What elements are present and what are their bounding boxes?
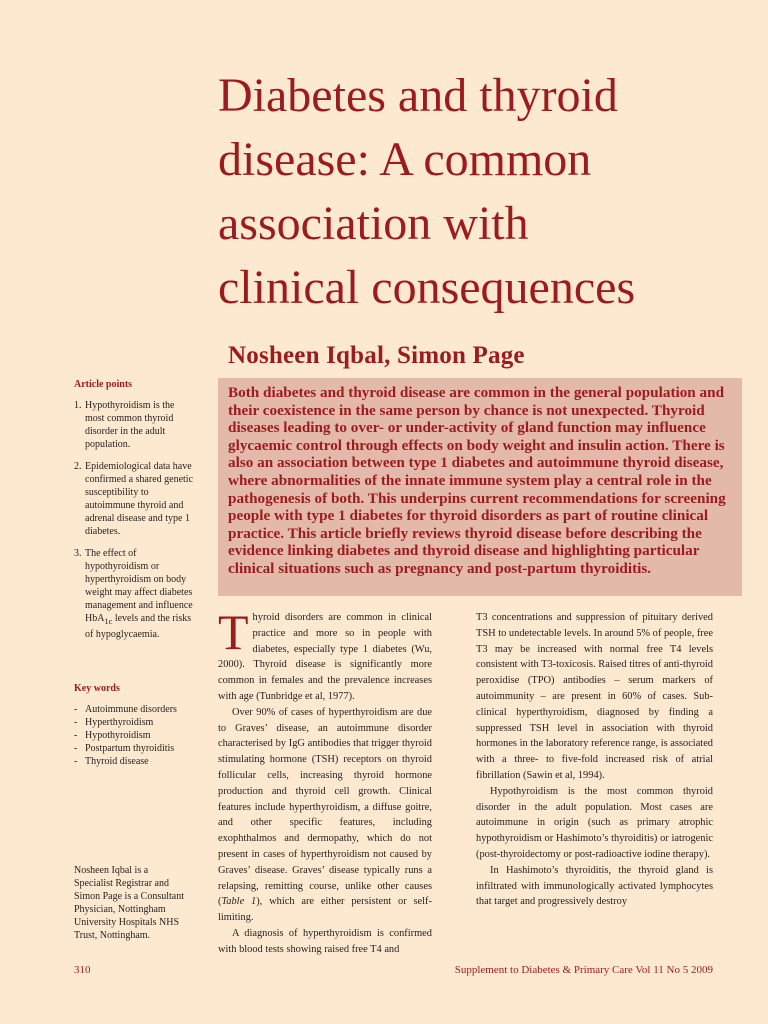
article-point: [74, 460, 194, 538]
point-number: 2.: [74, 461, 82, 472]
key-word-item: - Postpartum thyroiditis: [74, 743, 175, 754]
table-reference: Table 1: [221, 896, 257, 908]
body-column-1: [218, 604, 432, 958]
key-word-item: - Hypothyroidism: [74, 730, 151, 741]
point-text-part: The effect of hypothyroidism or hyperthyroidism on body weight may affect diabetes management and influence HbA: [85, 548, 193, 624]
article-point: [74, 399, 194, 451]
body-paragraph: In Hashimoto’s thyroiditis, the thyroid gland is infiltrated with immunologically activated lymphocytes that target and progressively destroy: [476, 864, 713, 908]
key-word-item: - Thyroid disease: [74, 756, 149, 767]
title-line: disease: A common: [218, 133, 592, 186]
title-line: clinical consequences: [218, 261, 636, 314]
point-text: [85, 547, 194, 641]
title-line: association with: [218, 197, 529, 250]
key-word: Thyroid disease: [85, 756, 149, 767]
point-text: Hypothyroidism is the most common thyroid disorder in the adult population.: [85, 400, 175, 450]
key-word: Autoimmune disorders: [85, 704, 177, 715]
point-number: 1.: [74, 400, 82, 411]
paragraph-text: ), which are either persistent or self-limiting.: [218, 896, 432, 924]
point-text-part: levels and the risks of hypoglycaemia.: [85, 613, 192, 640]
article-point: [74, 547, 194, 641]
key-word: Hyperthyroidism: [85, 717, 154, 728]
key-word-item: - Hyperthyroidism: [74, 717, 154, 728]
body-paragraph: Hypothyroidism is the most common thyroid disorder in the adult population. Most cases are autoimmune in origin (such as primary atrophic hypothyroidism or Hashimoto’s thyroiditis) or iatrogenic (post-thyroidectomy or post-radioactive iodine therapy).: [476, 785, 713, 860]
page-number: 310: [74, 964, 91, 976]
abstract-box: Both diabetes and thyroid disease are common in the general population and their coexistence in the same person by chance is not unexpected. Thyroid diseases leading to over- or under-activity of gland function may influence glycaemic control through effects on body weight and insulin action. There is also an association between type 1 diabetes and autoimmune thyroid disease, where abnormalities of the innate immune system play a central role in the pathogenesis of both. This underpins current recommendations for screening people with type 1 diabetes for thyroid disorders as part of routine clinical practice. This article briefly reviews thyroid disease before describing the evidence linking diabetes and thyroid disease and highlighting particular clinical situations such as pregnancy and post-partum thyroiditis.: [218, 378, 742, 596]
article-points-box: [74, 378, 194, 650]
key-word-item: - Autoimmune disorders: [74, 704, 177, 715]
key-word: Hypothyroidism: [85, 730, 151, 741]
body-column-2: [476, 610, 713, 910]
paragraph-text: Over 90% of cases of hyperthyroidism are due to Graves’ disease, an autoimmune disorder characterised by IgG antibodies that trigger thyroid stimulating hormone (TSH) receptors on thyroid follicular cells, increasing thyroid hormone production and thyroid cell growth. Clinical features include hyperthyroidism, a diffuse goitre, and other specific features, including exophthalmos and dermopathy, which do not present in cases of hyperthyroidism not caused by Graves’ disease. Graves’ disease typically runs a relapsing, remitting course, unlike other causes (: [218, 706, 432, 908]
body-paragraph: [218, 604, 432, 705]
author-names: Nosheen Iqbal, Simon Page: [228, 342, 525, 369]
key-words-heading: Key words: [74, 683, 120, 694]
key-words-box: [74, 682, 194, 768]
drop-cap: T: [218, 604, 249, 660]
body-paragraph: T3 concentrations and suppression of pituitary derived TSH to undetectable levels. In around 5% of people, free T3 may be increased with normal free T4 levels consistent with T3-toxicosis. Raised titres of anti-thyroid peroxidise (TPO) antibodies – serum markers of autoimmunity – are present in 60% of cases. Sub-clinical hyperthyroidism, diagnosed by finding a suppressed TSH level in association with thyroid hormones in the laboratory reference range, is associated with a three- to five-fold increased risk of atrial fibrillation (Sawin et al, 1994).: [476, 612, 713, 781]
title-line: Diabetes and thyroid: [218, 69, 618, 122]
hba1c-subscript: 1c: [104, 617, 113, 626]
point-number: 3.: [74, 548, 82, 559]
article-title: [218, 64, 748, 320]
point-text: Epidemiological data have confirmed a shared genetic susceptibility to autoimmune thyroid and adrenal disease and type 1 diabetes.: [85, 461, 194, 537]
paragraph-text: hyroid disorders are common in clinical practice and more so in people with diabetes, especially type 1 diabetes (Wu, 2000). Thyroid disease is significantly more common in females and the prevalence increases with age (Tunbridge et al, 1977).: [218, 612, 432, 702]
body-paragraph: [218, 705, 432, 926]
body-paragraph: A diagnosis of hyperthyroidism is confirmed with blood tests showing raised free T4 and: [218, 927, 432, 955]
key-word: Postpartum thyroiditis: [85, 743, 175, 754]
article-points-heading: Article points: [74, 379, 133, 390]
author-bio: Nosheen Iqbal is a Specialist Registrar and Simon Page is a Consultant Physician, Nottingham University Hospitals NHS Trust, Nottingham.: [74, 865, 184, 941]
journal-citation: Supplement to Diabetes & Primary Care Vol 11 No 5 2009: [454, 964, 713, 976]
